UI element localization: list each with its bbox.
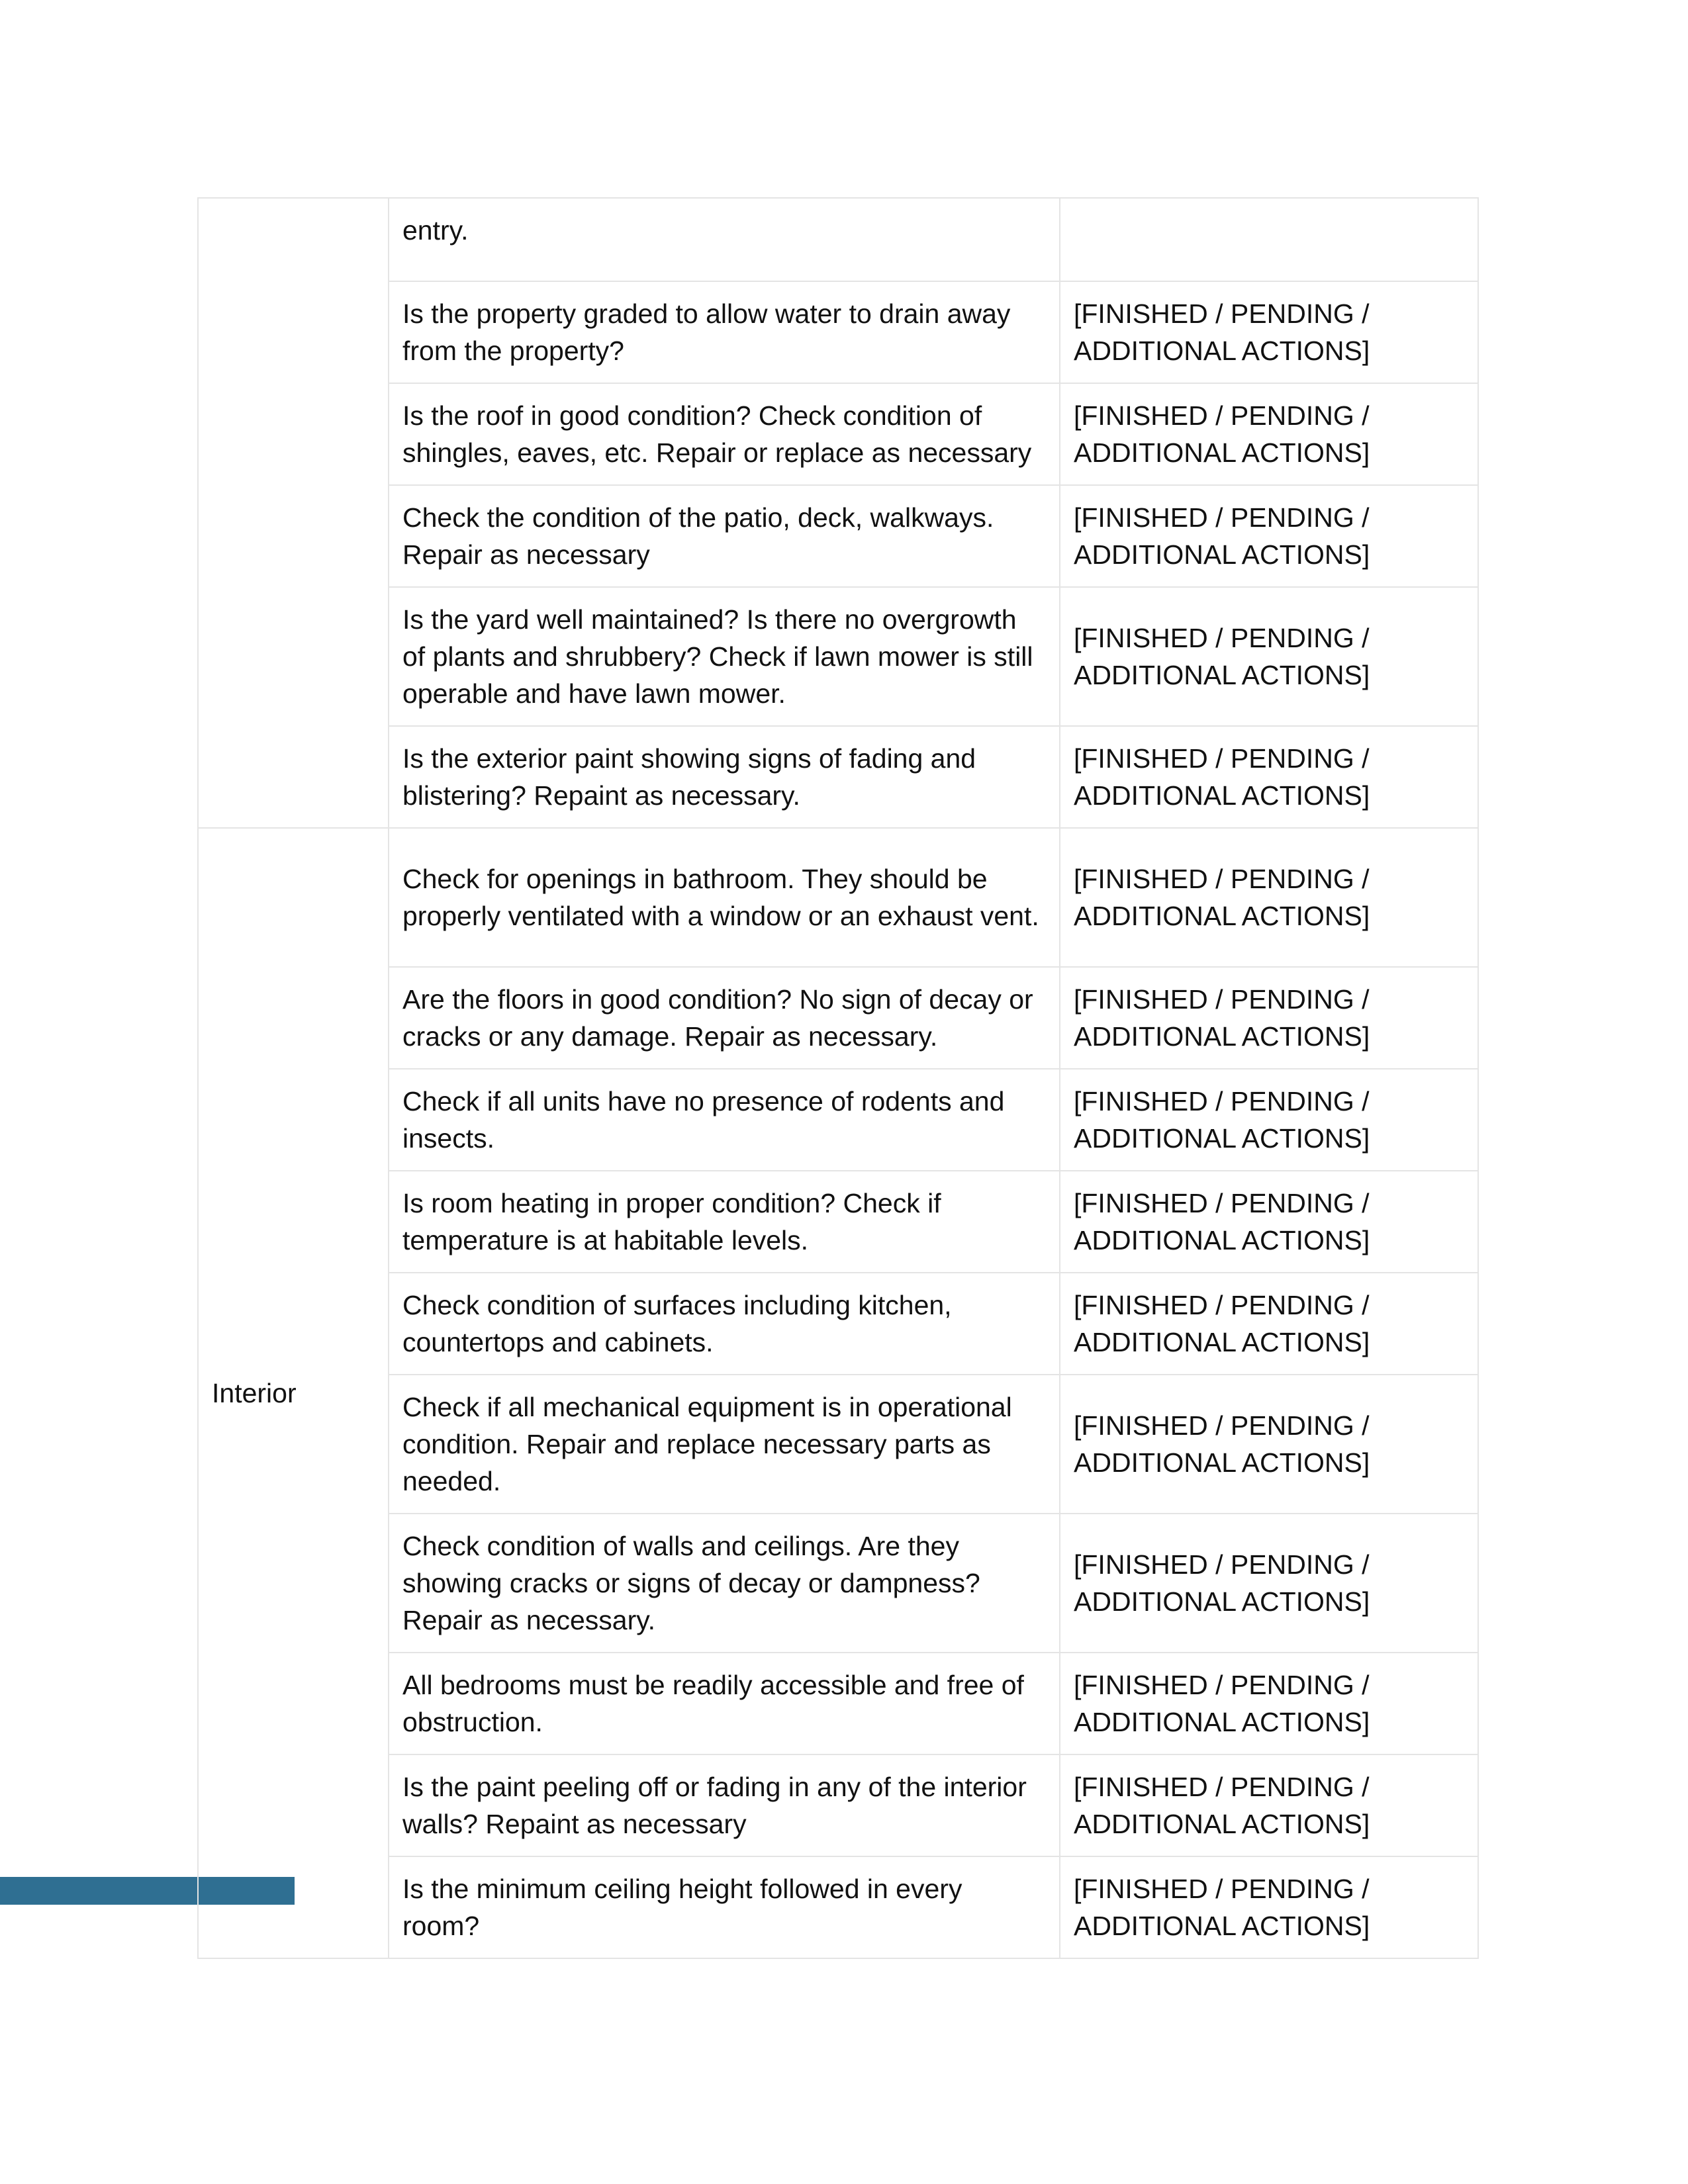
table-row (198, 281, 1478, 383)
status-cell: [FINISHED / PENDING / ADDITIONAL ACTIONS] (1060, 1856, 1478, 1958)
table-row (198, 485, 1478, 587)
status-cell: [FINISHED / PENDING / ADDITIONAL ACTIONS] (1060, 485, 1478, 587)
item-cell: Are the floors in good condition? No sign of decay or cracks or any damage. Repair as necessary. (389, 967, 1060, 1069)
table-row (198, 198, 1478, 281)
item-cell: All bedrooms must be readily accessible and free of obstruction. (389, 1653, 1060, 1754)
status-cell: [FINISHED / PENDING / ADDITIONAL ACTIONS] (1060, 1754, 1478, 1856)
item-cell: entry. (389, 198, 1060, 281)
inspection-checklist-table (197, 197, 1479, 1959)
status-cell: [FINISHED / PENDING / ADDITIONAL ACTIONS] (1060, 1069, 1478, 1171)
status-cell: [FINISHED / PENDING / ADDITIONAL ACTIONS] (1060, 828, 1478, 967)
item-cell: Check for openings in bathroom. They should be properly ventilated with a window or an exhaust vent. (389, 828, 1060, 967)
status-cell: [FINISHED / PENDING / ADDITIONAL ACTIONS] (1060, 587, 1478, 726)
category-cell-exterior (198, 198, 389, 828)
table-row (198, 1514, 1478, 1653)
table-row (198, 1273, 1478, 1375)
table-row (198, 726, 1478, 828)
status-cell: [FINISHED / PENDING / ADDITIONAL ACTIONS] (1060, 1375, 1478, 1514)
table-row (198, 1375, 1478, 1514)
item-cell: Is the exterior paint showing signs of fading and blistering? Repaint as necessary. (389, 726, 1060, 828)
table-row (198, 383, 1478, 485)
item-cell: Check the condition of the patio, deck, walkways. Repair as necessary (389, 485, 1060, 587)
item-cell: Is the minimum ceiling height followed in every room? (389, 1856, 1060, 1958)
item-cell: Is room heating in proper condition? Check if temperature is at habitable levels. (389, 1171, 1060, 1273)
table-row (198, 967, 1478, 1069)
status-cell: [FINISHED / PENDING / ADDITIONAL ACTIONS] (1060, 967, 1478, 1069)
item-cell: Is the roof in good condition? Check condition of shingles, eaves, etc. Repair or replace as necessary (389, 383, 1060, 485)
status-cell: [FINISHED / PENDING / ADDITIONAL ACTIONS] (1060, 1653, 1478, 1754)
item-cell: Check condition of surfaces including kitchen, countertops and cabinets. (389, 1273, 1060, 1375)
status-cell (1060, 198, 1478, 281)
status-cell: [FINISHED / PENDING / ADDITIONAL ACTIONS] (1060, 1171, 1478, 1273)
footer-accent-bar (0, 1877, 197, 1905)
table-row (198, 828, 1478, 967)
table-row (198, 1653, 1478, 1754)
item-cell: Check if all mechanical equipment is in operational condition. Repair and replace necessary parts as needed. (389, 1375, 1060, 1514)
status-cell: [FINISHED / PENDING / ADDITIONAL ACTIONS] (1060, 281, 1478, 383)
item-cell: Is the paint peeling off or fading in any of the interior walls? Repaint as necessary (389, 1754, 1060, 1856)
category-cell-interior: Interior (198, 828, 389, 1958)
table-row (198, 587, 1478, 726)
item-cell: Check condition of walls and ceilings. Are they showing cracks or signs of decay or dampness? Repair as necessary. (389, 1514, 1060, 1653)
table-row (198, 1856, 1478, 1958)
table-row (198, 1171, 1478, 1273)
footer-accent-bar-segment (199, 1877, 295, 1905)
table-row (198, 1069, 1478, 1171)
item-cell: Is the property graded to allow water to drain away from the property? (389, 281, 1060, 383)
table-row (198, 1754, 1478, 1856)
item-cell: Check if all units have no presence of rodents and insects. (389, 1069, 1060, 1171)
status-cell: [FINISHED / PENDING / ADDITIONAL ACTIONS] (1060, 1514, 1478, 1653)
status-cell: [FINISHED / PENDING / ADDITIONAL ACTIONS] (1060, 726, 1478, 828)
item-cell: Is the yard well maintained? Is there no overgrowth of plants and shrubbery? Check if lawn mower is still operable and have lawn mower. (389, 587, 1060, 726)
status-cell: [FINISHED / PENDING / ADDITIONAL ACTIONS] (1060, 1273, 1478, 1375)
status-cell: [FINISHED / PENDING / ADDITIONAL ACTIONS] (1060, 383, 1478, 485)
